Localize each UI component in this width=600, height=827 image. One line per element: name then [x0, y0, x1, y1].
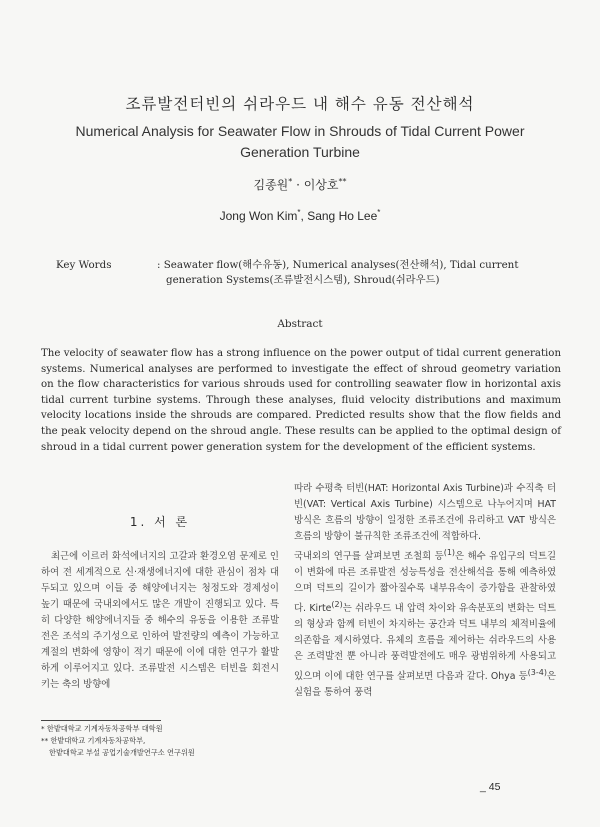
footnote-3: 한밭대학교 부설 공업기술개발연구소 연구위원: [49, 748, 195, 757]
author-2-english: Sang Ho Lee: [307, 209, 378, 223]
author-separator: ·: [292, 178, 304, 192]
para2-text-c: 는 쉬라우드 내 압력 차이와 유속분포의 변화는 덕트의 형상과 함께 터빈이 차지하는 공간과 덕트 내부의 체적비율에 의존함을 제시하였다. 유체의 흐름을 제어하는 쉬라우드의 사용은 조력발전 뿐 아니라 풍력발전에도 매우 광범위하게 사용되고 있으며 이에 대한 연구를 살펴보면 다음과 같다. Ohya 등: [294, 603, 556, 683]
para2-text-a: 국내외의 연구를 살펴보면 조철희 등: [294, 551, 444, 563]
para2-text-d: 은 실험을 통하여 풍력: [294, 671, 556, 699]
abstract-body: The velocity of seawater flow has a strong influence on the power output of tidal current generation systems. Numerical analyses are performed to investigate the effect of shroud geometry variation on the flow characteristics for various shrouds used for controlling seawater flow in horizontal axis tidal current turbine systems. Through these analyses, fluid velocity distributions and maximum velocity locations inside the shrouds are compared. Predicted results show that the flow fields and the peak velocity depend on the shroud angle. These results can be applied to the optimal design of shroud in a tidal current power generation system for the development of the efficient systems.: [41, 348, 561, 453]
para2-text-b: 은 해수 유입구의 덕트길이 변화에 따른 조류발전 성능특성을 전산해석을 통해 예측하였으며 덕트의 길이가 짧아질수록 내부유속이 증가함을 관찰하였다. Kirte: [294, 551, 556, 615]
keywords-text: : Seawater flow(해수유동), Numerical analyses(전산해석), Tidal current generation Systems(조류발전시스템), Shroud(쉬라우드): [157, 259, 519, 286]
title-english-line-1: Numerical Analysis for Seawater Flow in Shrouds of Tidal Current Power: [75, 123, 525, 139]
footnote-1: * 한밭대학교 기계자동차공학부 대학원: [41, 724, 163, 733]
author-2-affiliation-mark: **: [338, 177, 347, 186]
section-heading-introduction: 1. 서 론: [129, 515, 191, 529]
author-english-separator: ,: [300, 209, 308, 223]
authors-korean: [0, 176, 600, 193]
author-2-english-mark: *: [377, 208, 381, 217]
introduction-paragraph-1: 최근에 이르러 화석에너지의 고갈과 환경오염 문제로 인하여 전 세계적으로 신·재생에너지에 대한 관심이 점차 대두되고 있으며 이들 중 해양에너지는 청정도와 경제성이 높기 때문에 국내외에서도 많은 개발이 진행되고 있다. 특히 다양한 해양에너지들 중 해수의 유동을 이용한 조류발전은 조석의 주기성으로 인하여 발전량의 예측이 가능하고 계절의 변화에 영향이 적기 때문에 이에 대한 연구가 활발하게 이루어지고 있다. 조류발전 시스템은 터빈을 회전시키는 축의 방향에: [41, 551, 279, 690]
footnote-2: ** 한밭대학교 기계자동차공학부,: [41, 736, 146, 745]
author-1-english-mark: *: [297, 208, 301, 217]
footnotes: [41, 723, 281, 759]
page-number: _ 45: [480, 781, 501, 793]
author-1-english: Jong Won Kim: [219, 209, 298, 223]
authors-english: [0, 208, 600, 223]
keywords-block: [56, 258, 556, 288]
abstract-heading: Abstract: [277, 318, 323, 330]
left-column: [41, 488, 279, 693]
right-paragraph-1: 따라 수평축 터빈(HAT: Horizontal Axis Turbine)과 수직축 터빈(VAT: Vertical Axis Turbine) 시스템으로 나누어지며 HAT 방식은 흐름의 방향이 일정한 조류조건에 유리하고 VAT 방식은 흐름의 방향이 불규칙한 조류조건에 적합하다.: [294, 483, 556, 542]
author-1-korean: 김종원: [253, 178, 289, 192]
paper-title-english: [0, 121, 600, 163]
title-english-line-2: Generation Turbine: [240, 144, 360, 160]
footnote-divider: [41, 720, 161, 721]
keywords-label: Key Words: [56, 259, 112, 271]
reference-2: (2): [331, 600, 343, 610]
right-paragraph-2: [294, 545, 556, 701]
author-2-korean: 이상호: [303, 178, 339, 192]
right-column: [294, 481, 556, 701]
reference-1: (1): [443, 548, 456, 557]
reference-3: (3-4): [527, 668, 547, 678]
author-1-affiliation-mark: *: [288, 177, 293, 186]
paper-title-korean: 조류발전터빈의 쉬라우드 내 해수 유동 전산해석: [125, 95, 475, 113]
